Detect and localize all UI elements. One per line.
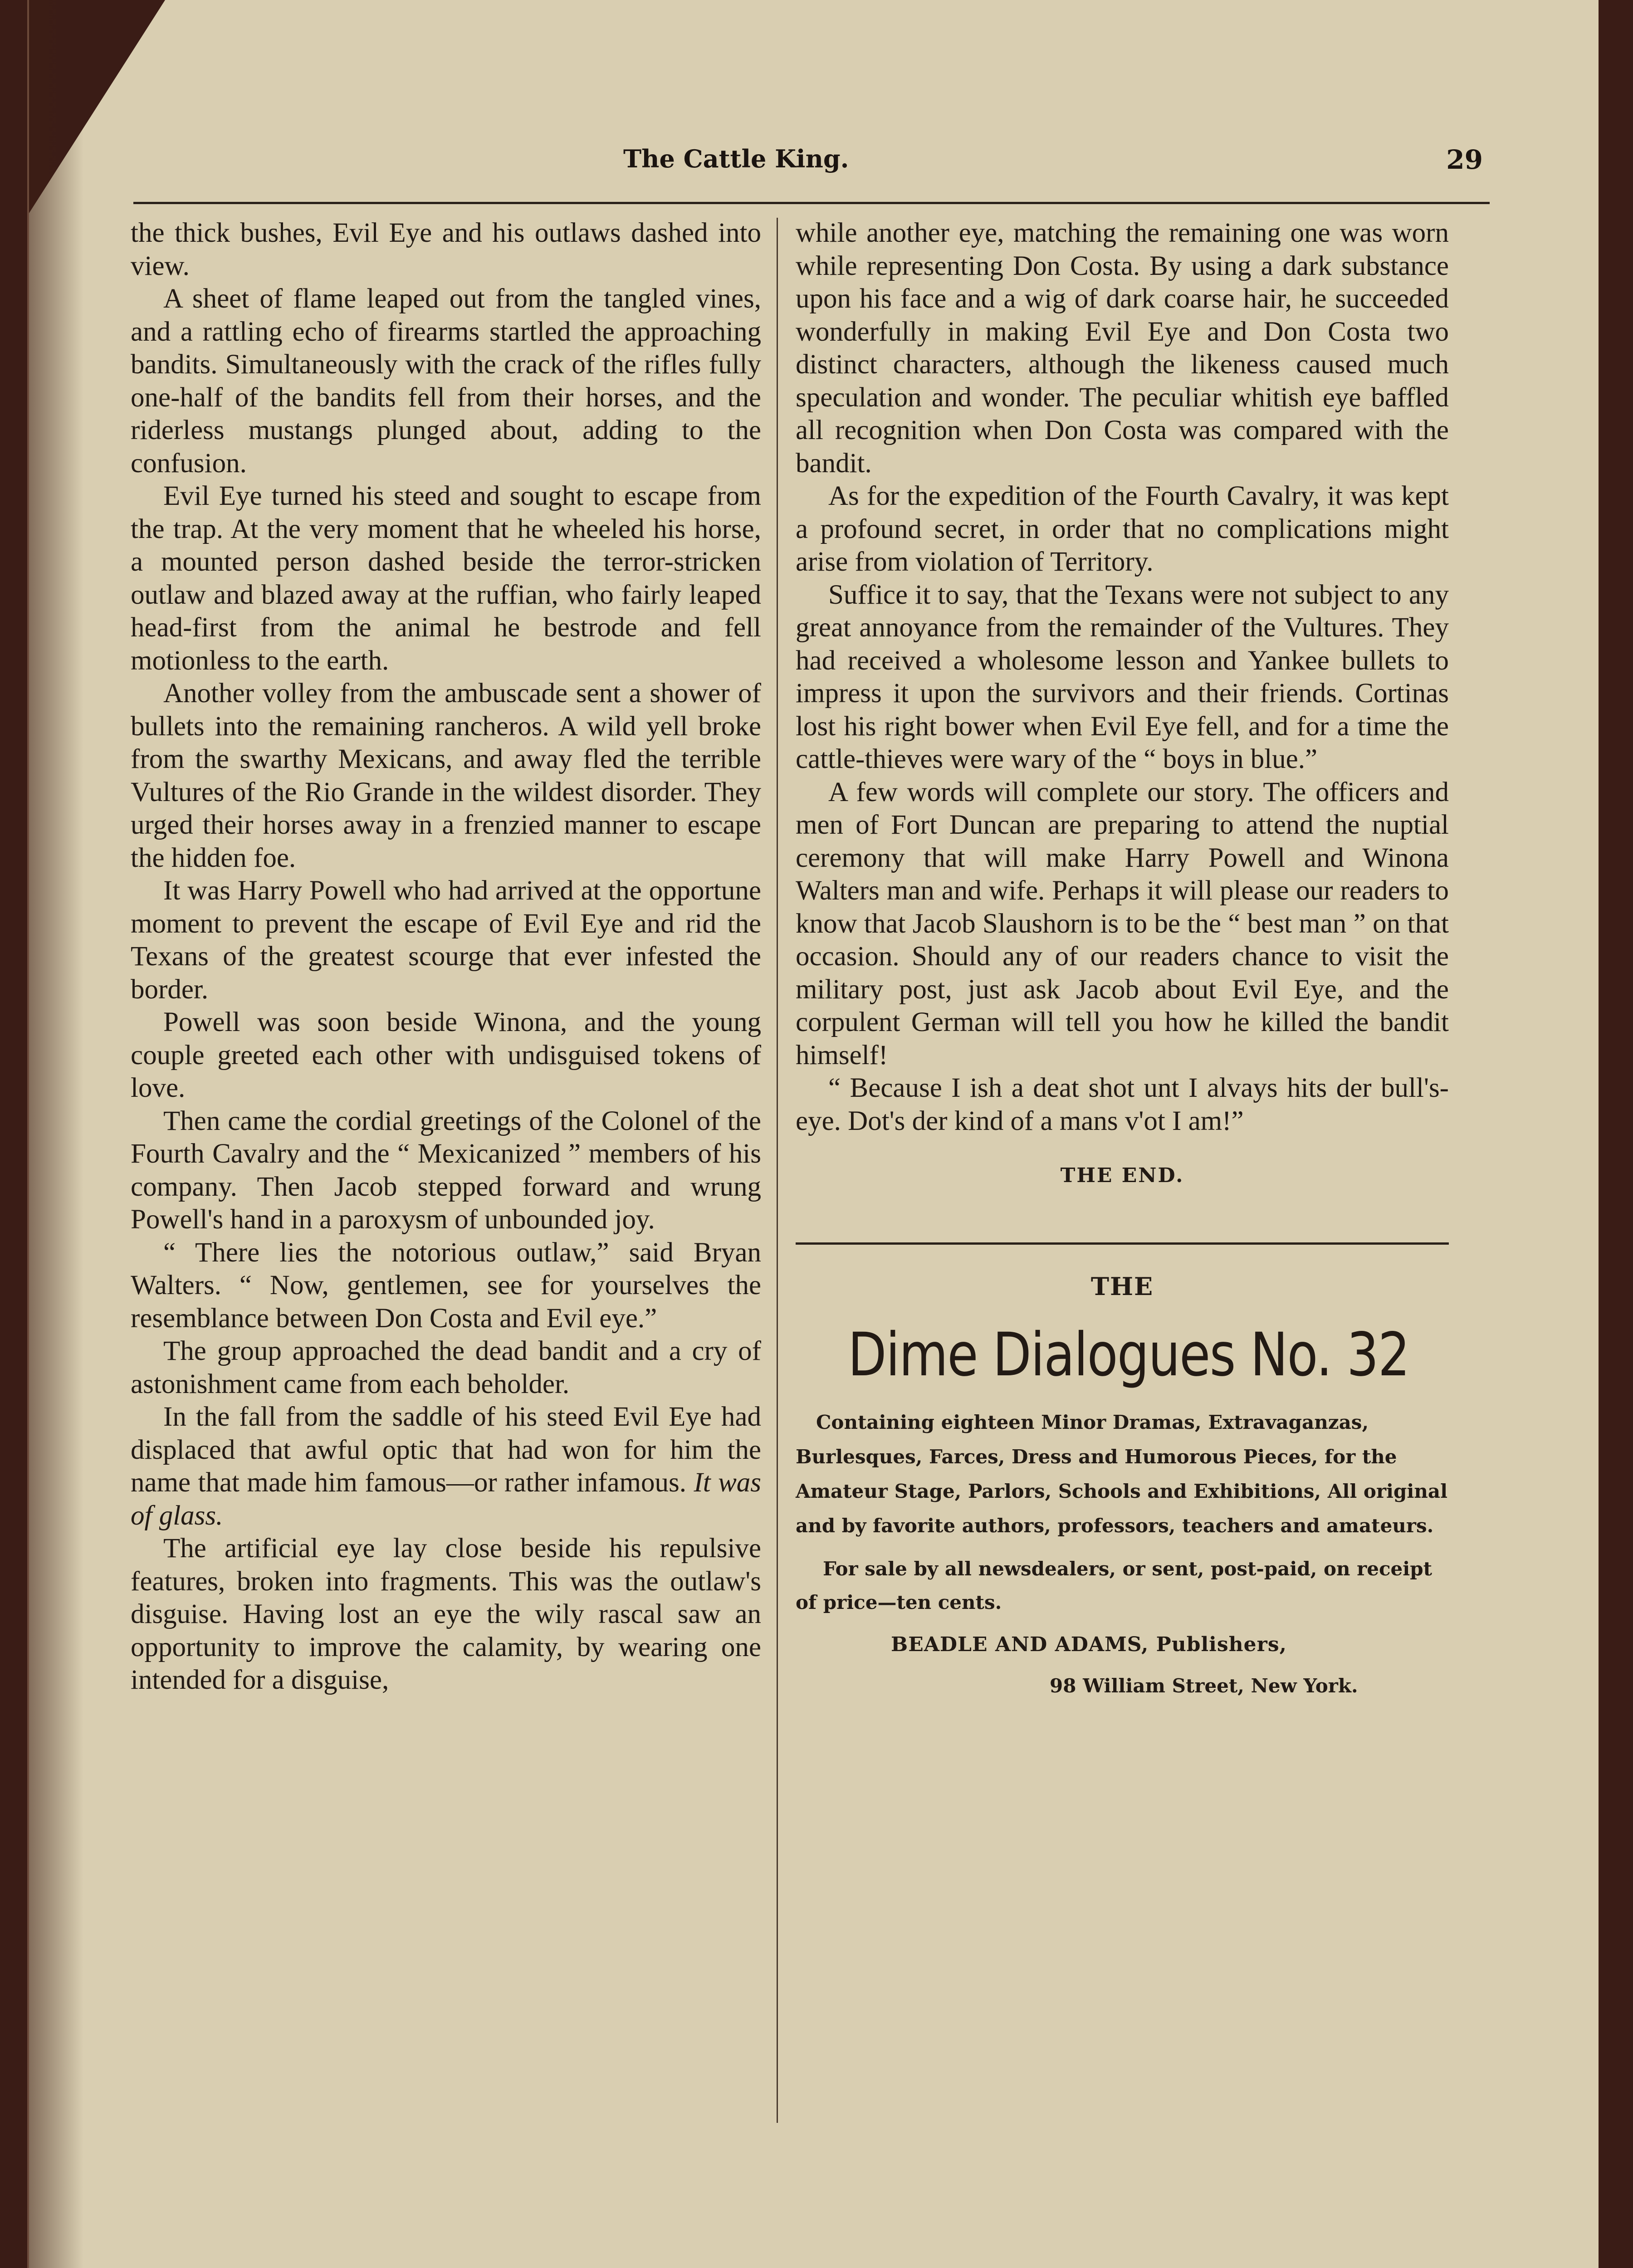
page-number: 29 <box>1446 144 1483 175</box>
paragraph: Powell was soon beside Winona, and the young couple greeted each other with undisguised tokens of love. <box>131 1007 761 1103</box>
paragraph: A sheet of flame leaped out from the tangled vines, and a rattling echo of firearms startled the approaching bandits. Simultaneously with the crack of the rifles fully one-half of the bandits fell from their horses, and the riderless mustangs plunged about, adding to the confusion. <box>131 284 761 479</box>
paragraph: The group approached the dead bandit and a cry of astonishment came from each beholder. <box>131 1336 761 1399</box>
paragraph: The artificial eye lay close beside his repulsive features, broken into fragments. This was the outlaw's disguise. Having lost an eye the wily rascal saw an opportunity to improve the calamity, by wearing one intended for a disguise, <box>131 1533 761 1695</box>
publisher-name: BEADLE AND ADAMS, Publishers, <box>891 1633 1287 1656</box>
paragraph <box>131 1401 761 1532</box>
advertisement-title: Dime Dialogues No. 32 <box>848 1320 1409 1390</box>
paragraph: Then came the cordial greetings of the Colonel of the Fourth Cavalry and the “ Mexicanized ” members of his company. Then Jacob stepped forward and wrung Powell's hand in a paroxysm of unbounded joy. <box>131 1105 761 1235</box>
advertisement-rule <box>796 1242 1449 1245</box>
header-rule <box>133 202 1490 204</box>
advertisement-description: Containing eighteen Minor Dramas, Extravaganzas, Burlesques, Farces, Dress and Humorous Pieces, for the Amateur Stage, Parlors, Schools and Exhibitions, All original and by favorite authors, professors, teachers and amateurs. <box>796 1411 1448 1537</box>
paragraph: It was Harry Powell who had arrived at the opportune moment to prevent the escape of Evil Eye and rid the Texans of the greatest scourge that ever infested the border. <box>131 875 761 1005</box>
paragraph: As for the expedition of the Fourth Cavalry, it was kept a profound secret, in order that no complications might arise from violation of Territory. <box>796 481 1449 577</box>
paragraph: the thick bushes, Evil Eye and his outlaws dashed into view. <box>131 218 761 281</box>
publisher-address: 98 William Street, New York. <box>1050 1674 1358 1697</box>
gutter-shadow <box>29 0 83 2268</box>
paragraph-text: In the fall from the saddle of his steed Evil Eye had displaced that awful optic that had won for him the name that made him famous—or rather infamous. <box>131 1402 761 1498</box>
paragraph: Another volley from the ambuscade sent a shower of bullets into the remaining rancheros. A wild yell broke from the swarthy Mexicans, and away fled the terrible Vultures of the Rio Grande in the wildest disorder. They urged their horses away in a frenzied manner to escape the hidden foe. <box>131 678 761 873</box>
paragraph: Evil Eye turned his steed and sought to escape from the trap. At the very moment that he wheeled his horse, a mounted person dashed beside the terror-stricken outlaw and blazed away at the ruffian, who fairly leaped head-first from the animal he bestrode and fell motionless to the earth. <box>131 481 761 676</box>
advertisement-sale-note: For sale by all newsdealers, or sent, post-paid, on receipt of price—ten cents. <box>796 1558 1432 1613</box>
paragraph: “ Because I ish a deat shot unt I alvays hits der bull's-eye. Dot's der kind of a mans v'ot I am!” <box>796 1073 1449 1136</box>
paragraph: Suffice it to say, that the Texans were not subject to any great annoyance from the remainder of the Vultures. They had received a wholesome lesson and Yankee bullets to impress it upon the survivors and their friends. Cortinas lost his right bower when Evil Eye fell, and for a time the cattle-thieves were wary of the “ boys in blue.” <box>796 579 1449 774</box>
book-page <box>27 0 1599 2268</box>
running-title: The Cattle King. <box>623 144 849 173</box>
left-column <box>131 217 761 1697</box>
paragraph: “ There lies the notorious outlaw,” said Bryan Walters. “ Now, gentlemen, see for yourselves the resemblance between Don Costa and Evil eye.” <box>131 1237 761 1334</box>
right-column <box>796 217 1449 1702</box>
running-head <box>29 144 1599 190</box>
advertisement-the: THE <box>1090 1271 1154 1301</box>
italic-phrase: It was of glass. <box>131 1467 761 1531</box>
paragraph: while another eye, matching the remaining one was worn while representing Don Costa. By using a dark substance upon his face and a wig of dark coarse hair, he succeeded wonderfully in making Evil Eye and Don Costa two distinct characters, although the likeness caused much speculation and wonder. The peculiar whitish eye baffled all recognition when Don Costa was compared with the bandit. <box>796 218 1449 479</box>
end-mark: THE END. <box>1060 1164 1184 1187</box>
paragraph: A few words will complete our story. The officers and men of Fort Duncan are preparing to attend the nuptial ceremony that will make Harry Powell and Winona Walters man and wife. Perhaps it will please our readers to know that Jacob Slaushorn is to be the “ best man ” on that occasion. Should any of our readers chance to visit the military post, just ask Jacob about Evil Eye, and the corpulent German will tell you how he killed the bandit himself! <box>796 777 1449 1070</box>
column-divider <box>777 218 778 2123</box>
